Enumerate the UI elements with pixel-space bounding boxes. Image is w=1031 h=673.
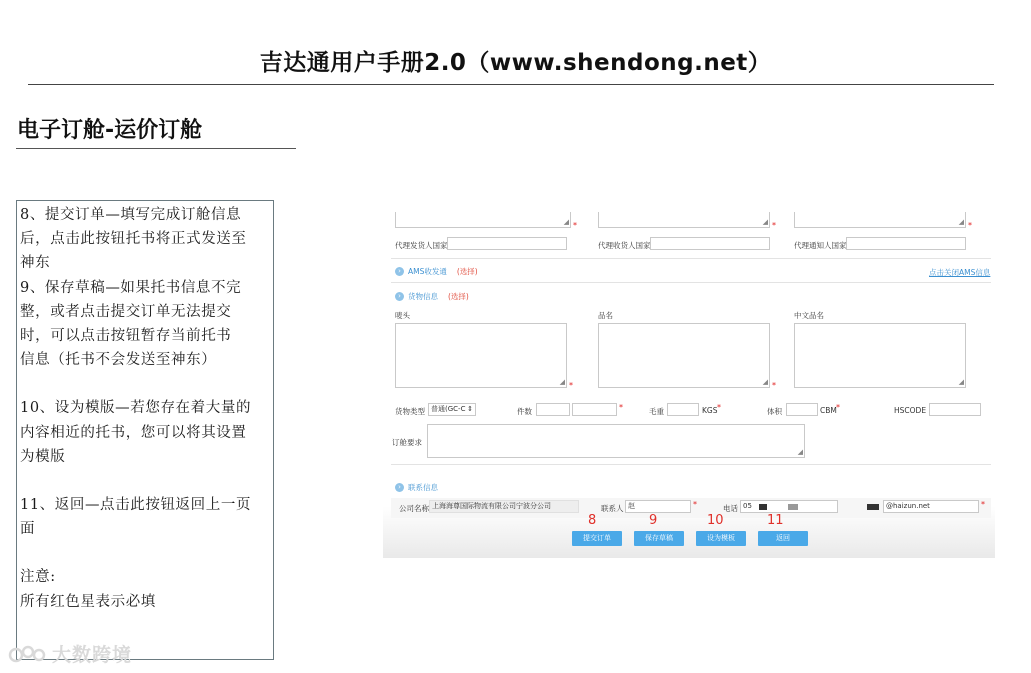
consignee-agent-textarea[interactable]: ◢ — [598, 212, 770, 228]
goods-section-header[interactable] — [395, 291, 469, 302]
section-title: 电子订舱-运价订舱 — [17, 118, 203, 143]
required-mark: * — [981, 500, 985, 509]
callout-number-10: 10 — [707, 513, 724, 528]
cargo-type-value: 普通(GC-C — [431, 405, 466, 413]
close-ams-link[interactable]: 点击关闭AMS信息 — [929, 268, 991, 277]
package-unit-input[interactable] — [572, 403, 617, 416]
company-value: 上海海尊国际物流有限公司宁波分公司 — [432, 502, 551, 510]
redaction-mark — [788, 504, 798, 510]
volume-unit: CBM — [820, 406, 837, 415]
note-line: 注意: — [20, 569, 56, 586]
booking-requirement-textarea[interactable]: ◢ — [427, 424, 805, 458]
required-mark: * — [717, 403, 721, 412]
note-line: 9、保存草稿—如果托书信息不完 — [20, 279, 242, 296]
company-input[interactable] — [429, 500, 579, 513]
chevron-right-icon: › — [395, 483, 404, 492]
notify-agent-country-label: 代理通知人国家 — [794, 241, 847, 250]
watermark-logo-icon — [8, 643, 48, 665]
contact-section-header[interactable] — [395, 482, 438, 493]
set-template-button[interactable]: 设为模板 — [696, 531, 746, 546]
weight-unit: KGS — [702, 406, 718, 415]
required-mark: * — [772, 381, 776, 390]
ams-select-link[interactable]: (选择) — [456, 267, 478, 276]
title-divider — [28, 84, 994, 85]
contact-person-input[interactable] — [625, 500, 691, 513]
contact-person-value: 赵 — [628, 502, 635, 510]
email-value: @haizun.net — [886, 502, 930, 510]
save-draft-button[interactable]: 保存草稿 — [634, 531, 684, 546]
note-line: 后，点击此按钮托书将正式发送至 — [20, 231, 247, 248]
watermark-text: 大数跨境 — [52, 644, 133, 666]
volume-label: 体积 — [767, 407, 782, 416]
company-label: 公司名称 — [399, 504, 429, 513]
note-line: 面 — [20, 521, 36, 538]
note-line: 8、提交订单—填写完成订舱信息 — [20, 207, 242, 223]
note-line: 11、返回—点击此按钮返回上一页 — [20, 497, 252, 514]
required-mark: * — [569, 381, 573, 390]
ams-section-title: AMS收发通 — [408, 267, 447, 276]
cargo-type-label: 货物类型 — [395, 407, 425, 416]
pieces-input[interactable] — [536, 403, 570, 416]
redaction-mark — [759, 504, 767, 510]
shipper-agent-textarea[interactable]: ◢ — [395, 212, 571, 228]
section-divider — [16, 148, 296, 149]
notify-agent-country-input[interactable] — [846, 237, 966, 250]
shipper-agent-country-input[interactable] — [447, 237, 567, 250]
instructions-box — [16, 200, 274, 660]
required-mark: * — [968, 221, 972, 230]
required-mark: * — [836, 403, 840, 412]
product-textarea[interactable]: ◢ — [598, 323, 770, 388]
phone-value: 05 — [743, 502, 752, 510]
note-line: 神东 — [20, 255, 51, 272]
required-mark: * — [693, 500, 697, 509]
marks-label: 唛头 — [395, 311, 410, 320]
note-line: 为模版 — [20, 448, 66, 465]
required-mark: * — [772, 221, 776, 230]
gross-weight-input[interactable] — [667, 403, 699, 416]
marks-textarea[interactable]: ◢ — [395, 323, 567, 388]
booking-form-screenshot — [383, 212, 995, 558]
note-line: 内容相近的托书，您可以将其设置 — [20, 424, 247, 441]
chevron-right-icon: › — [395, 267, 404, 276]
volume-input[interactable] — [786, 403, 818, 416]
consignee-agent-country-input[interactable] — [650, 237, 770, 250]
note-line: 整，或者点击提交订单无法提交 — [20, 303, 232, 320]
chevron-right-icon: › — [395, 292, 404, 301]
ams-section-header[interactable] — [395, 266, 478, 277]
goods-section-title: 货物信息 — [408, 292, 438, 301]
hscode-label: HSCODE — [894, 406, 927, 415]
dropdown-arrow-icon: ⇕ — [467, 405, 473, 413]
callout-number-8: 8 — [588, 513, 597, 528]
product-cn-label: 中文品名 — [794, 311, 824, 320]
contact-section-title: 联系信息 — [408, 483, 438, 492]
pieces-label: 件数 — [517, 407, 532, 416]
note-line: 10、设为模版—若您存在着大量的 — [20, 400, 252, 417]
consignee-agent-country-label: 代理收货人国家 — [598, 241, 651, 250]
notify-agent-textarea[interactable]: ◢ — [794, 212, 966, 228]
callout-number-11: 11 — [767, 513, 784, 528]
callout-number-9: 9 — [649, 513, 658, 528]
watermark — [8, 640, 132, 667]
required-mark: * — [573, 221, 577, 230]
note-line: 所有红色星表示必填 — [20, 593, 156, 610]
back-button[interactable]: 返回 — [758, 531, 808, 546]
required-mark: * — [619, 403, 623, 412]
shipper-agent-country-label: 代理发货人国家 — [395, 241, 448, 250]
redaction-mark — [867, 504, 879, 510]
note-line: 时，可以点击按钮暂存当前托书 — [20, 328, 232, 345]
document-title: 吉达通用户手册2.0（www.shendong.net） — [259, 50, 772, 76]
contact-person-label: 联系人 — [601, 504, 624, 513]
gross-weight-label: 毛重 — [649, 407, 664, 416]
booking-requirement-label: 订舱要求 — [392, 438, 422, 447]
product-cn-textarea[interactable]: ◢ — [794, 323, 966, 388]
email-input[interactable] — [883, 500, 979, 513]
submit-order-button[interactable]: 提交订单 — [572, 531, 622, 546]
hscode-input[interactable] — [929, 403, 981, 416]
goods-select-link[interactable]: (选择) — [448, 292, 469, 301]
phone-label: 电话 — [723, 504, 738, 513]
note-line: 信息（托书不会发送至神东） — [20, 352, 217, 369]
product-label: 品名 — [598, 311, 613, 320]
cargo-type-select[interactable] — [428, 403, 476, 416]
